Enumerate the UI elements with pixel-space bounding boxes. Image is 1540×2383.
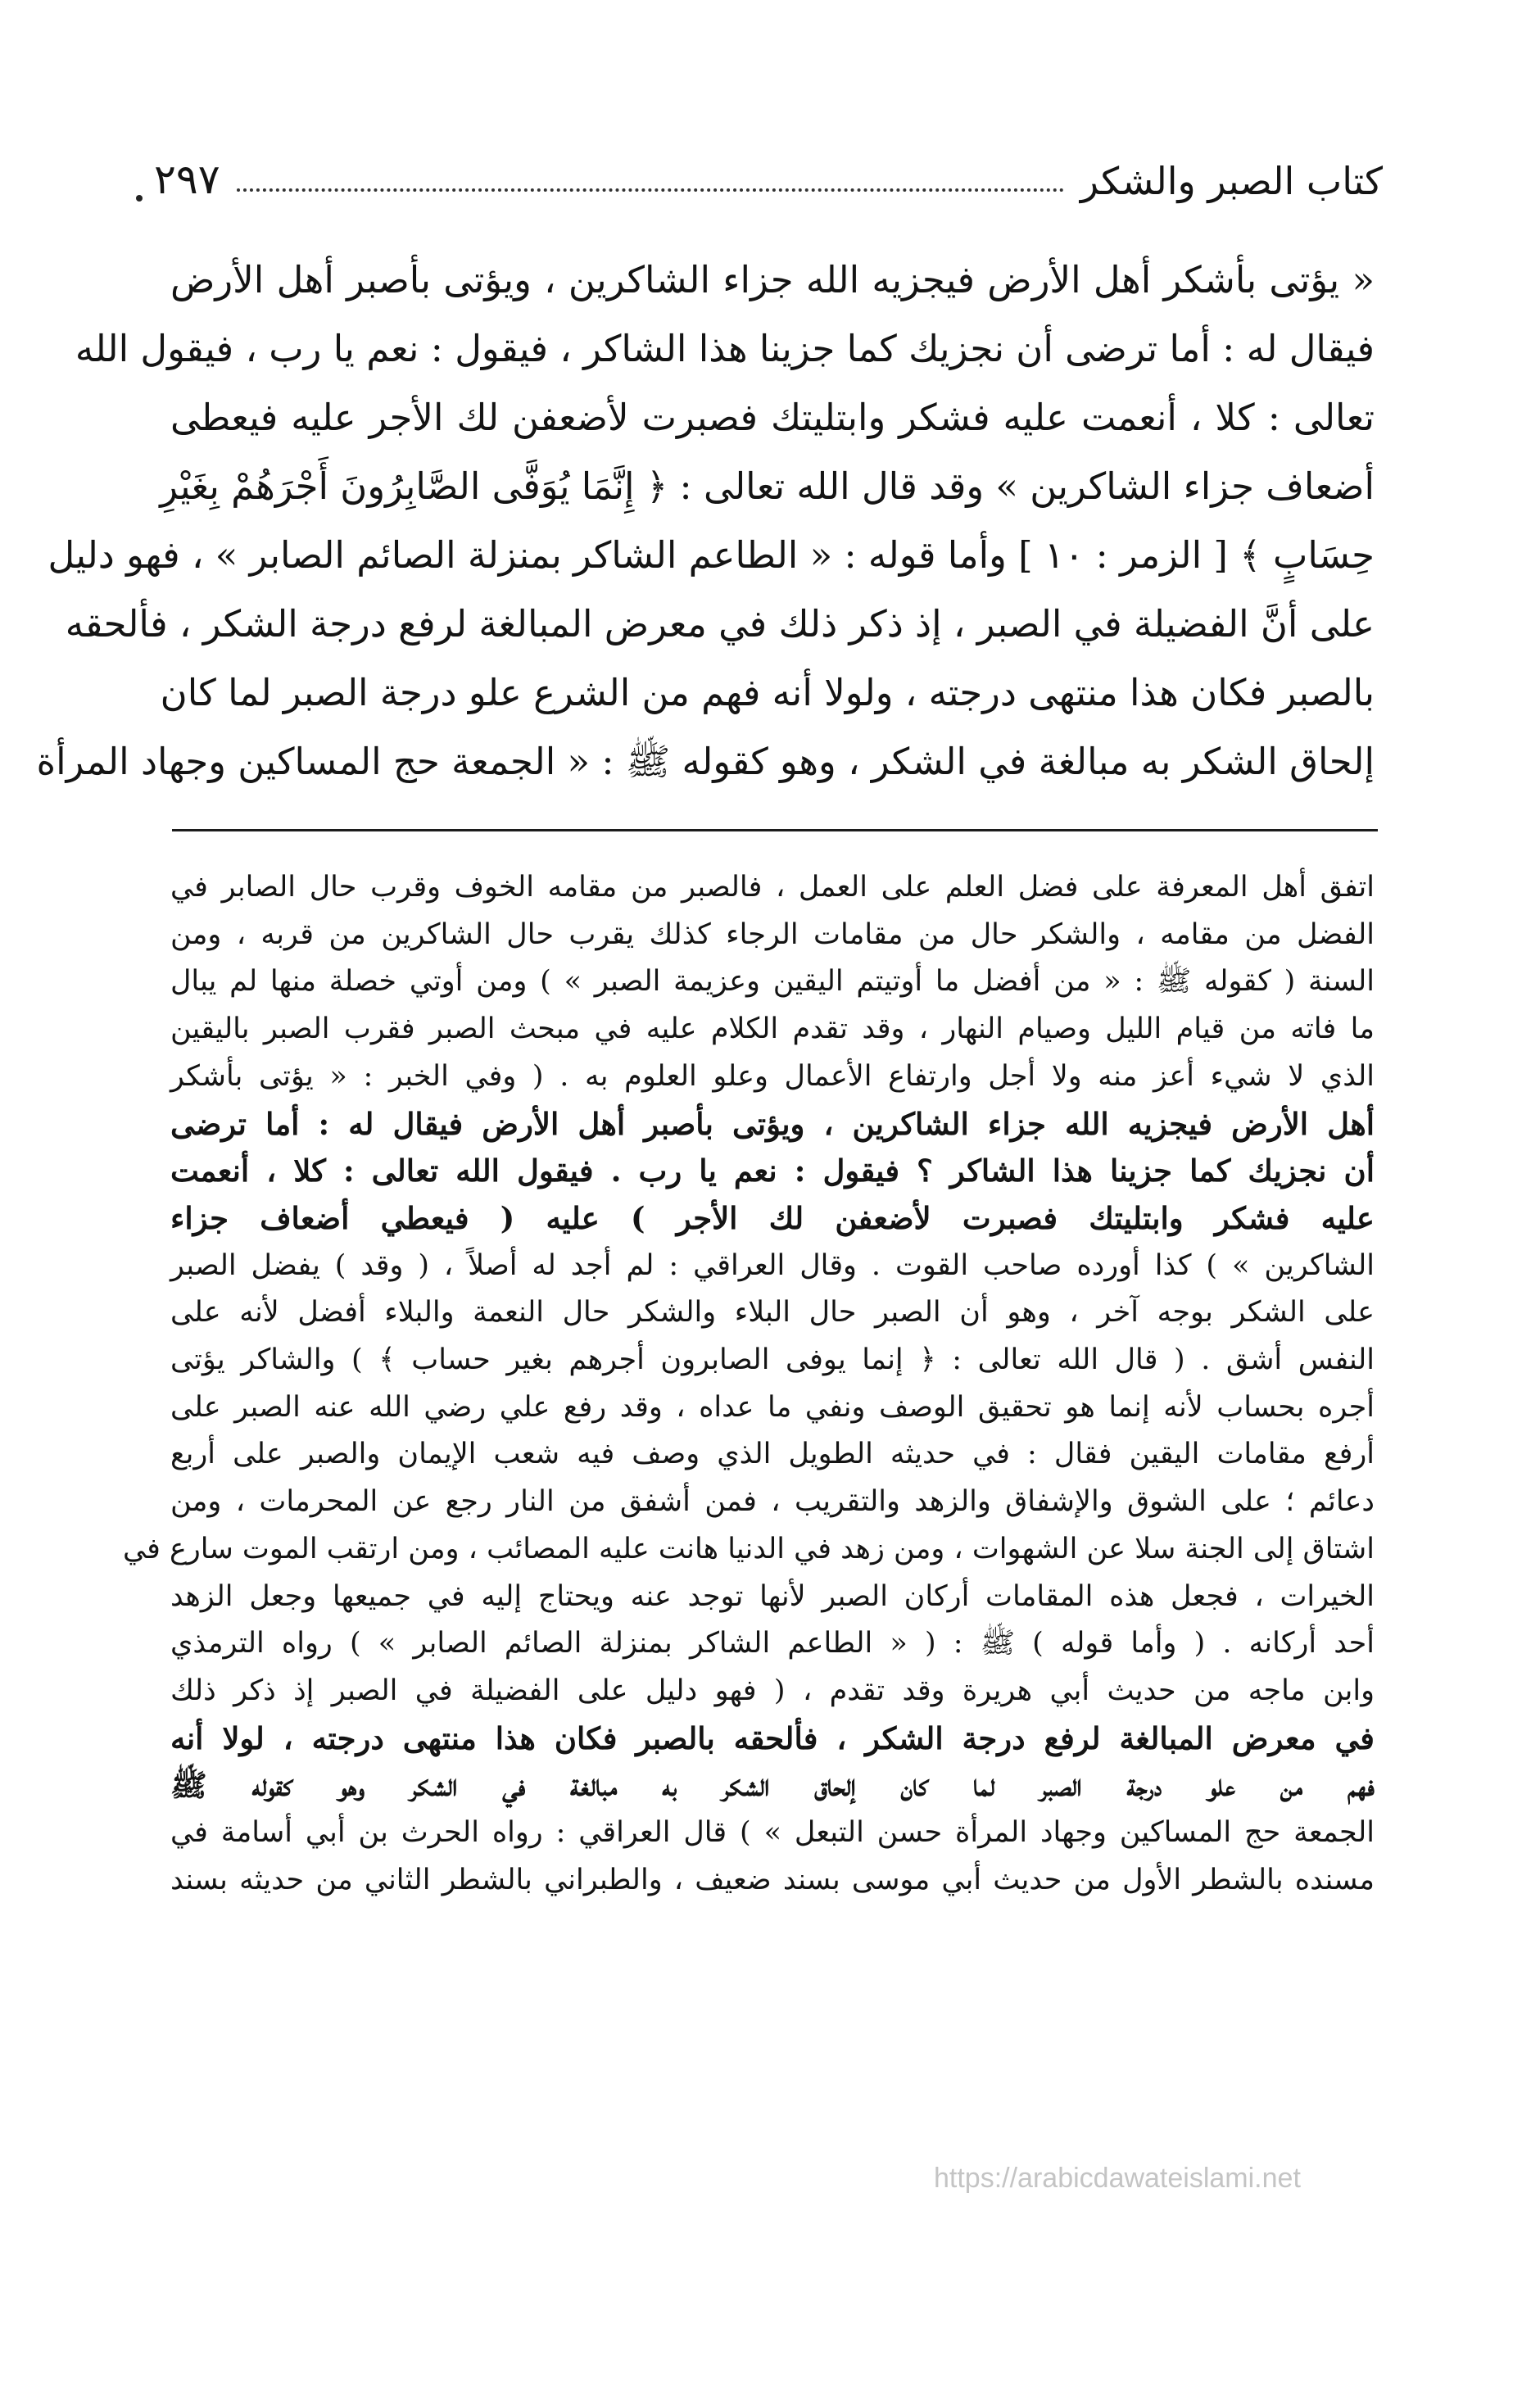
- commentary-line: النفس أشق . ( قال الله تعالى : ﴿ إنما يوفى الصابرون أجرهم بغير حساب ﴾ ) والشاكر يؤتى: [170, 1343, 1375, 1377]
- commentary-line: فهم من علو درجة الصبر لما كان إلحاق الشكر به مبالغة في الشكر وهو كقوله ﷺ: [170, 1767, 1375, 1804]
- commentary-line: اشتاق إلى الجنة سلا عن الشهوات ، ومن زهد في الدنيا هانت عليه المصائب ، ومن ارتقب الموت سارع في: [122, 1532, 1375, 1565]
- text-line: على أنَّ الفضيلة في الصبر ، إذ ذكر ذلك في معرض المبالغة لرفع درجة الشكر ، فألحقه: [65, 602, 1375, 646]
- margin-mark: [136, 195, 143, 202]
- commentary-line: أن نجزيك كما جزينا هذا الشاكر ؟ فيقول : نعم يا رب . فيقول الله تعالى : كلا ، أنعمت: [170, 1153, 1375, 1189]
- commentary-line: عليه فشكر وابتليتك فصبرت لأضعفن لك الأجر ) عليه ( فيعطي أضعاف جزاء: [170, 1199, 1375, 1236]
- commentary-line: مسنده بالشطر الأول من حديث أبي موسى بسند ضعيف ، والطبراني بالشطر الثاني من حديثه بسند: [170, 1863, 1375, 1896]
- text-line: أضعاف جزاء الشاكرين » وقد قال الله تعالى : ﴿ إِنَّمَا يُوَفَّى الصَّابِرُونَ أَجْرَهُمْ بِغَيْرِ: [160, 464, 1375, 508]
- commentary-line: الذي لا شيء أعز منه ولا أجل وارتفاع الأعمال وعلو العلوم به . ( وفي الخبر : « يؤتى بأشكر: [170, 1059, 1375, 1093]
- commentary-line: الفضل من مقامه ، والشكر حال من مقامات الرجاء كذلك يقرب حال الشاكرين من قربه ، ومن: [170, 917, 1375, 951]
- commentary-line: الخيرات ، فجعل هذه المقامات أركان الصبر لأنها توجد عنه ويحتاج إليه في جميعها وجعل الزهد: [170, 1579, 1375, 1613]
- commentary-line: أحد أركانه . ( وأما قوله ) ﷺ : ( « الطاعم الشاكر بمنزلة الصائم الصابر » ) رواه الترمذي: [170, 1627, 1375, 1660]
- leader-dots: [237, 188, 1064, 192]
- commentary: [122, 864, 1375, 1904]
- commentary-line: السنة ( كقوله ﷺ : « من أفضل ما أوتيتم اليقين وعزيمة الصبر » ) ومن أوتي خصلة منها لم يبال: [170, 965, 1375, 999]
- watermark-url: https://arabicdawateislami.net: [934, 2163, 1301, 2194]
- commentary-line: الجمعة حج المساكين وجهاد المرأة حسن التبعل » ) قال العراقي : رواه الحرث بن أبي أسامة في: [170, 1816, 1375, 1850]
- text-line: فيقال له : أما ترضى أن نجزيك كما جزينا هذا الشاكر ، فيقول : نعم يا رب ، فيقول الله: [75, 327, 1375, 370]
- main-text: [36, 246, 1375, 796]
- text-line: بالصبر فكان هذا منتهى درجته ، ولولا أنه فهم من الشرع علو درجة الصبر لما كان: [160, 671, 1375, 714]
- commentary-line: ما فاته من قيام الليل وصيام النهار ، وقد تقدم الكلام عليه في مبحث الصبر فقرب الصبر باليقين: [170, 1013, 1375, 1046]
- commentary-line: وابن ماجه من حديث أبي هريرة وقد تقدم ، ( فهو دليل على الفضيلة في الصبر إذ ذكر ذلك: [170, 1674, 1375, 1707]
- commentary-line: على الشكر بوجه آخر ، وهو أن الصبر حال البلاء والشكر حال النعمة والبلاء أفضل لأنه على: [170, 1296, 1375, 1330]
- footnote-separator: [172, 829, 1378, 831]
- text-line: حِسَابٍ ﴾ [ الزمر : ١٠ ] وأما قوله : « الطاعم الشاكر بمنزلة الصائم الصابر » ، فهو دليل: [48, 533, 1375, 577]
- commentary-line: في معرض المبالغة لرفع درجة الشكر ، فألحقه بالصبر فكان هذا منتهى درجته ، لولا أنه: [170, 1719, 1375, 1756]
- page-number: ٢٩٧: [154, 156, 220, 203]
- text-line: إلحاق الشكر به مبالغة في الشكر ، وهو كقوله ﷺ : « الجمعة حج المساكين وجهاد المرأة: [36, 740, 1375, 783]
- commentary-line: أرفع مقامات اليقين فقال : في حديثه الطويل الذي وصف فيه شعب الإيمان والصبر على أربع: [170, 1438, 1375, 1471]
- commentary-line: اتفق أهل المعرفة على فضل العلم على العمل ، فالصبر من مقامه الخوف وقرب حال الصابر في: [170, 871, 1375, 904]
- commentary-line: دعائم ؛ على الشوق والإشفاق والزهد والتقريب ، فمن أشفق من النار رجع عن المحرمات ، ومن: [170, 1485, 1375, 1519]
- commentary-line: أجره بحساب لأنه إنما هو تحقيق الوصف ونفي ما عداه ، وقد رفع علي رضي الله عنه الصبر على: [170, 1390, 1375, 1424]
- text-line: « يؤتى بأشكر أهل الأرض فيجزيه الله جزاء الشاكرين ، ويؤتى بأصبر أهل الأرض: [170, 258, 1375, 301]
- page-header: [154, 138, 1383, 203]
- running-title: كتاب الصبر والشكر: [1080, 159, 1383, 203]
- commentary-line: الشاكرين » ) كذا أورده صاحب القوت . وقال العراقي : لم أجد له أصلاً ، ( وقد ) يفضل الصبر: [170, 1248, 1375, 1282]
- text-line: تعالى : كلا ، أنعمت عليه فشكر وابتليتك فصبرت لأضعفن لك الأجر عليه فيعطى: [170, 396, 1375, 439]
- commentary-line: أهل الأرض فيجزيه الله جزاء الشاكرين ، ويؤتى بأصبر أهل الأرض فيقال له : أما ترضى: [170, 1105, 1375, 1142]
